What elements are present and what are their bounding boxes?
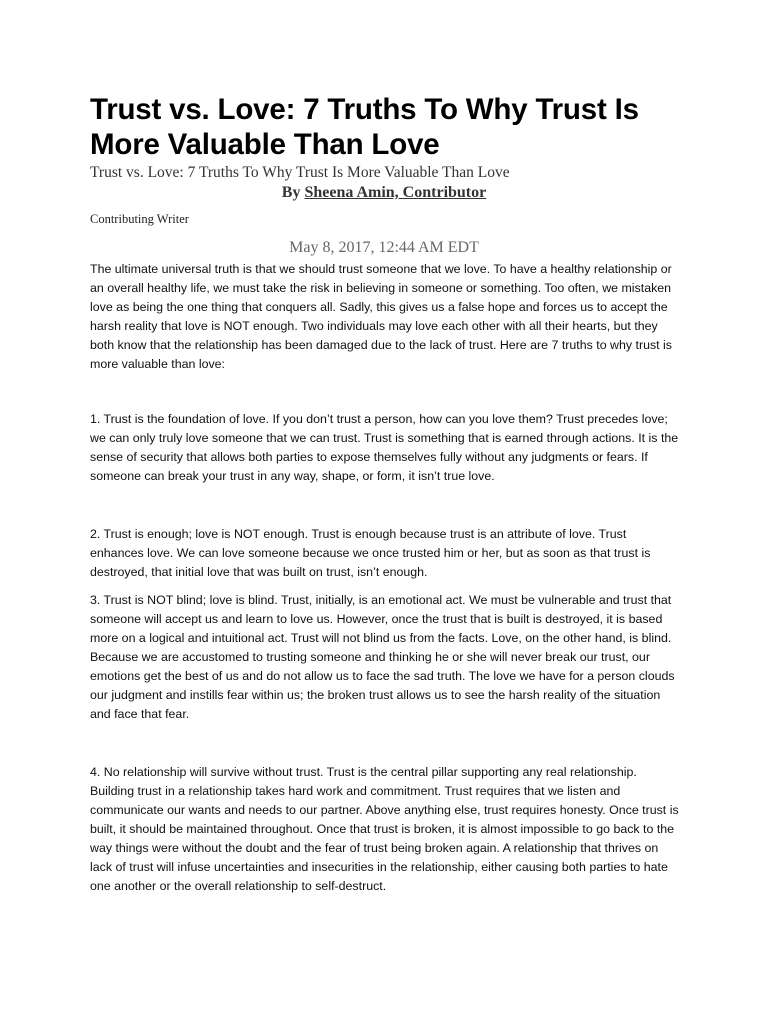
truth-3-paragraph: 3. Trust is NOT blind; love is blind. Trust, initially, is an emotional act. We must be vulnerable and trust that someone will accept us and learn to love us. However, once the trust that is built is destroyed, it is based more on a logical and intuitional act. Trust will not blind us from the facts. Love, on the other hand, is blind. Because we are accustomed to trusting someone and thinking he or she will never break our trust, our emotions get the best of us and do not allow us to face the sad truth. The love we have for a person clouds our judgment and instills fear within us; the broken trust allows us to see the harsh reality of the situation and face that fear. <box>90 593 675 721</box>
byline <box>0 183 768 203</box>
author-link[interactable]: Sheena Amin, Contributor <box>304 184 487 201</box>
article-title: Trust vs. Love: 7 Truths To Why Trust Is More Valuable Than Love <box>90 93 639 161</box>
intro-paragraph: The ultimate universal truth is that we should trust someone that we love. To have a healthy relationship or an overall healthy life, we must take the risk in believing in someone or something. Too often, we mistaken love as being the one thing that conquers all. Sadly, this gives us a false hope and forces us to accept the harsh reality that love is NOT enough. Two individuals may love each other with all their hearts, but they both know that the relationship has been damaged due to the lack of trust. Here are 7 truths to why trust is more valuable than love: <box>90 262 673 371</box>
truth-4-paragraph: 4. No relationship will survive without trust. Trust is the central pillar supporting any real relationship. Building trust in a relationship takes hard work and commitment. Trust requires that we listen and communicate our wants and needs to our partner. Above anything else, trust requires honesty. Once trust is built, it should be maintained throughout. Once that trust is broken, it is almost impossible to go back to the way things were without the doubt and the fear of trust being broken again. A relationship that thrives on lack of trust will infuse uncertainties and insecurities in the relationship, either causing both parties to hate one another or the overall relationship to self-destruct. <box>90 765 679 893</box>
truth-2-paragraph: 2. Trust is enough; love is NOT enough. Trust is enough because trust is an attribute of love. Trust enhances love. We can love someone because we once trusted him or her, but as soon as that trust is destroyed, that initial love that was built on trust, isn’t enough. <box>90 527 651 579</box>
byline-prefix: By <box>281 184 305 201</box>
author-role: Contributing Writer <box>90 212 189 226</box>
publish-date: May 8, 2017, 12:44 AM EDT <box>289 239 479 256</box>
truth-1-paragraph: 1. Trust is the foundation of love. If you don’t trust a person, how can you love them? Trust precedes love; we can only truly love someone that we can trust. Trust is something that is earned through actions. It is the sense of security that allows both parties to expose themselves fully without any judgments or fears. If someone can break your trust in any way, shape, or form, it isn’t true love. <box>90 412 679 483</box>
article-subtitle: Trust vs. Love: 7 Truths To Why Trust Is More Valuable Than Love <box>90 164 510 181</box>
